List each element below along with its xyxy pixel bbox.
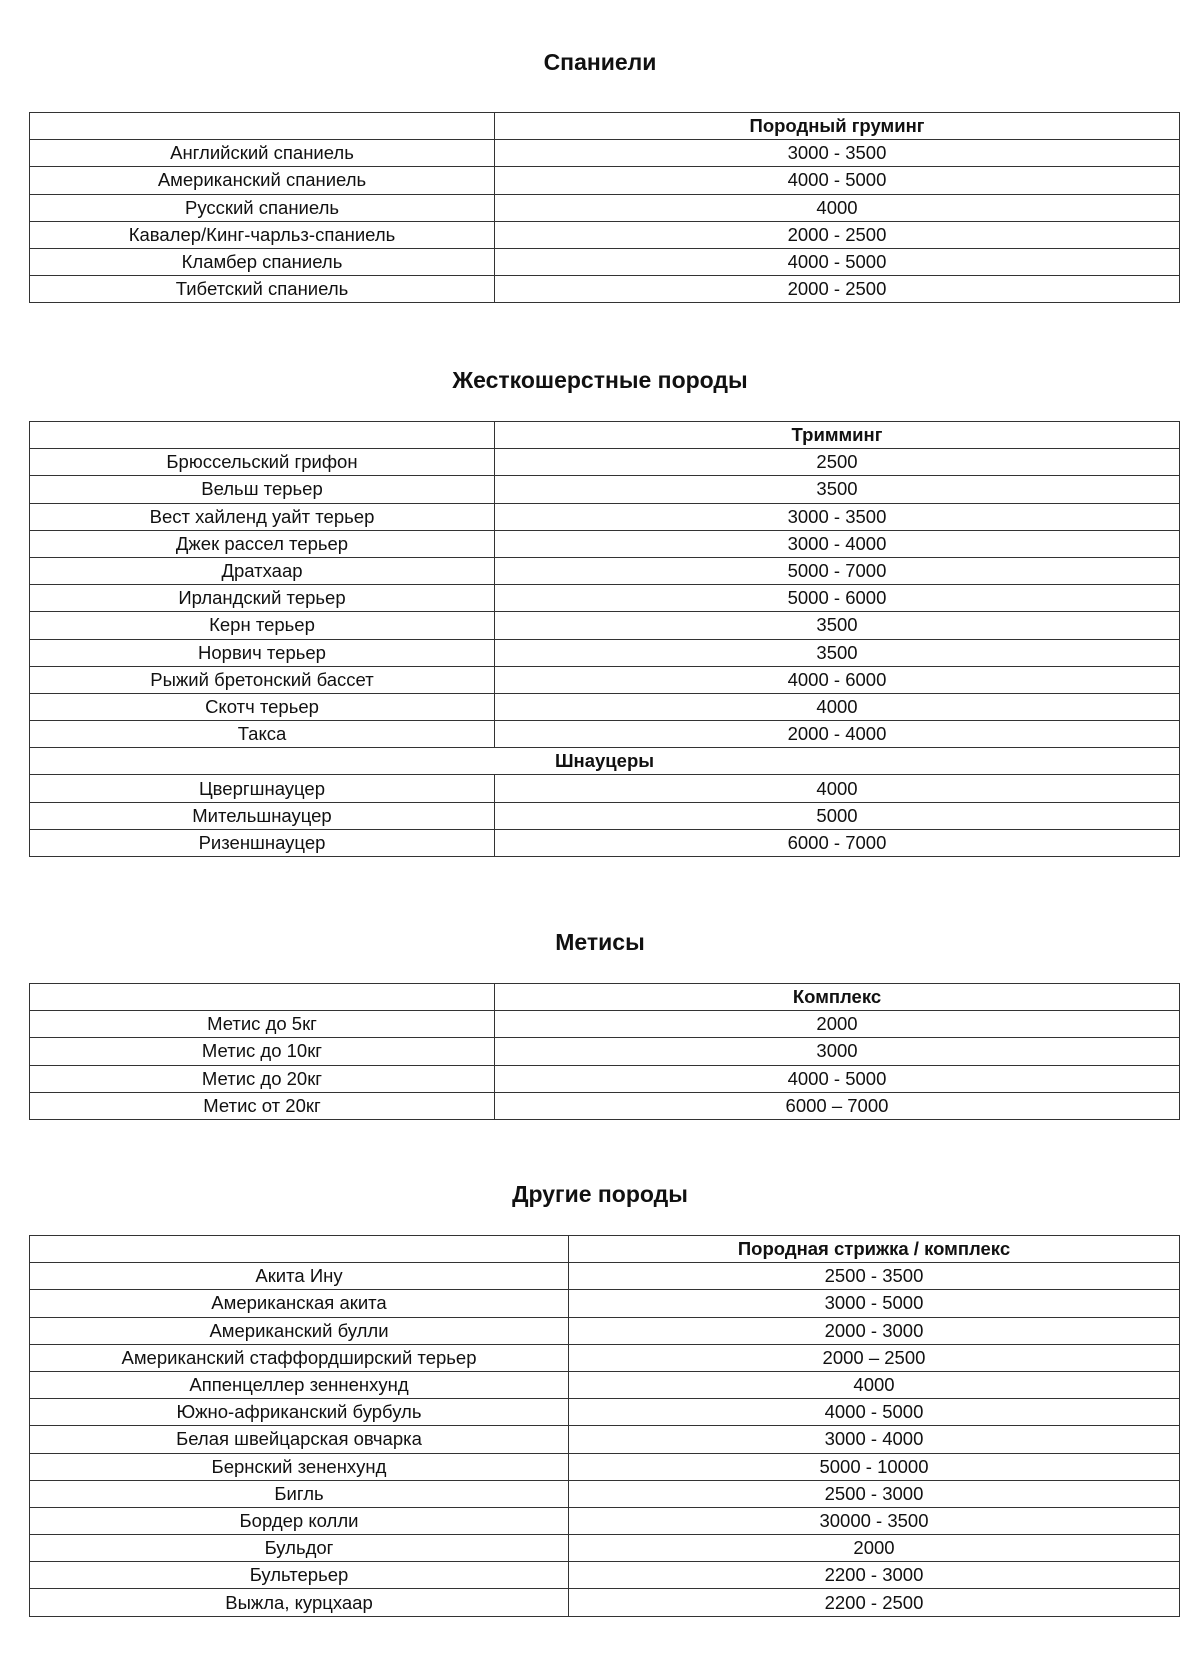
- breed-cell: Цвергшнауцер: [30, 775, 495, 802]
- table-row: [30, 775, 1180, 802]
- price-cell: 4000 - 6000: [495, 666, 1180, 693]
- table-row: [30, 1426, 1180, 1453]
- table-row: [30, 1344, 1180, 1371]
- table-row: [30, 1092, 1180, 1119]
- table-row: [30, 1507, 1180, 1534]
- table-row: [30, 1011, 1180, 1038]
- breed-cell: Аппенцеллер зенненхунд: [30, 1371, 569, 1398]
- breed-cell: Брюссельский грифон: [30, 449, 495, 476]
- table-row: [30, 1038, 1180, 1065]
- breed-cell: Норвич терьер: [30, 639, 495, 666]
- table-row: [30, 639, 1180, 666]
- table-row: [30, 721, 1180, 748]
- breed-cell: Кавалер/Кинг-чарльз-спаниель: [30, 221, 495, 248]
- table-row: [30, 1453, 1180, 1480]
- breed-cell: Русский спаниель: [30, 194, 495, 221]
- price-table-wirehaired: [29, 421, 1180, 857]
- table-row: [30, 503, 1180, 530]
- table-row: [30, 612, 1180, 639]
- breed-cell: Акита Ину: [30, 1263, 569, 1290]
- price-cell: 4000: [495, 775, 1180, 802]
- table-row: [30, 1371, 1180, 1398]
- price-cell: 2000: [569, 1535, 1180, 1562]
- table-row: [30, 221, 1180, 248]
- breed-header-cell: [30, 984, 495, 1011]
- breed-header-cell: [30, 1236, 569, 1263]
- price-table-spaniels: [29, 112, 1180, 303]
- breed-cell: Скотч терьер: [30, 693, 495, 720]
- breed-cell: Ризеншнауцер: [30, 829, 495, 856]
- breed-cell: Джек рассел терьер: [30, 530, 495, 557]
- price-cell: 4000 - 5000: [495, 167, 1180, 194]
- price-cell: 30000 - 3500: [569, 1507, 1180, 1534]
- subgroup-row: [30, 748, 1180, 775]
- price-cell: 2500 - 3500: [569, 1263, 1180, 1290]
- section-title-other: Другие породы: [512, 1181, 688, 1207]
- price-cell: 2000 – 2500: [569, 1344, 1180, 1371]
- table-row: [30, 167, 1180, 194]
- breed-header-cell: [30, 422, 495, 449]
- section-title-spaniels: Спаниели: [543, 49, 657, 75]
- breed-cell: Метис от 20кг: [30, 1092, 495, 1119]
- table-header-row: [30, 984, 1180, 1011]
- price-cell: 5000 - 6000: [495, 585, 1180, 612]
- column-header: Породная стрижка / комплекс: [569, 1236, 1180, 1263]
- breed-cell: Бультерьер: [30, 1562, 569, 1589]
- column-header: Породный груминг: [495, 113, 1180, 140]
- breed-cell: Американский стаффордширский терьер: [30, 1344, 569, 1371]
- price-cell: 3000 - 5000: [569, 1290, 1180, 1317]
- breed-cell: Бигль: [30, 1480, 569, 1507]
- breed-cell: Кламбер спаниель: [30, 248, 495, 275]
- table-row: [30, 530, 1180, 557]
- price-cell: 4000 - 5000: [495, 1065, 1180, 1092]
- table-row: [30, 1480, 1180, 1507]
- price-cell: 5000: [495, 802, 1180, 829]
- table-row: [30, 1399, 1180, 1426]
- price-cell: 3000 - 4000: [495, 530, 1180, 557]
- price-cell: 4000 - 5000: [569, 1399, 1180, 1426]
- breed-cell: Белая швейцарская овчарка: [30, 1426, 569, 1453]
- subgroup-title-schnauzers: Шнауцеры: [30, 748, 1180, 775]
- table-row: [30, 1263, 1180, 1290]
- price-cell: 5000 - 7000: [495, 557, 1180, 584]
- breed-cell: Южно-африканский бурбуль: [30, 1399, 569, 1426]
- breed-cell: Тибетский спаниель: [30, 276, 495, 303]
- price-cell: 6000 - 7000: [495, 829, 1180, 856]
- breed-cell: Метис до 10кг: [30, 1038, 495, 1065]
- breed-cell: Рыжий бретонский бассет: [30, 666, 495, 693]
- table-row: [30, 476, 1180, 503]
- price-cell: 2000 - 3000: [569, 1317, 1180, 1344]
- price-cell: 4000: [495, 693, 1180, 720]
- table-row: [30, 248, 1180, 275]
- price-cell: 4000: [495, 194, 1180, 221]
- table-row: [30, 1065, 1180, 1092]
- price-cell: 4000: [569, 1371, 1180, 1398]
- table-row: [30, 140, 1180, 167]
- breed-cell: Мительшнауцер: [30, 802, 495, 829]
- table-row: [30, 1290, 1180, 1317]
- table-row: [30, 1535, 1180, 1562]
- breed-cell: Американский спаниель: [30, 167, 495, 194]
- price-cell: 3500: [495, 612, 1180, 639]
- price-cell: 2000 - 2500: [495, 221, 1180, 248]
- breed-cell: Вельш терьер: [30, 476, 495, 503]
- section-title-wirehaired: Жесткошерстные породы: [452, 367, 748, 393]
- price-cell: 6000 – 7000: [495, 1092, 1180, 1119]
- breed-cell: Бернский зененхунд: [30, 1453, 569, 1480]
- breed-cell: Ирландский терьер: [30, 585, 495, 612]
- price-cell: 3500: [495, 476, 1180, 503]
- price-cell: 2200 - 2500: [569, 1589, 1180, 1616]
- table-row: [30, 276, 1180, 303]
- table-row: [30, 557, 1180, 584]
- price-cell: 3000: [495, 1038, 1180, 1065]
- price-cell: 2000 - 2500: [495, 276, 1180, 303]
- table-row: [30, 194, 1180, 221]
- breed-cell: Метис до 20кг: [30, 1065, 495, 1092]
- section-title-mixed: Метисы: [555, 929, 645, 955]
- table-row: [30, 1562, 1180, 1589]
- breed-cell: Дратхаар: [30, 557, 495, 584]
- table-header-row: [30, 1236, 1180, 1263]
- table-row: [30, 666, 1180, 693]
- price-cell: 3000 - 3500: [495, 140, 1180, 167]
- breed-cell: Бульдог: [30, 1535, 569, 1562]
- table-row: [30, 693, 1180, 720]
- table-header-row: [30, 113, 1180, 140]
- price-cell: 2500 - 3000: [569, 1480, 1180, 1507]
- breed-cell: Керн терьер: [30, 612, 495, 639]
- breed-cell: Вест хайленд уайт терьер: [30, 503, 495, 530]
- price-cell: 3500: [495, 639, 1180, 666]
- breed-cell: Американский булли: [30, 1317, 569, 1344]
- price-cell: 3000 - 3500: [495, 503, 1180, 530]
- breed-cell: Английский спаниель: [30, 140, 495, 167]
- table-row: [30, 802, 1180, 829]
- price-cell: 3000 - 4000: [569, 1426, 1180, 1453]
- breed-cell: Американская акита: [30, 1290, 569, 1317]
- price-cell: 2000 - 4000: [495, 721, 1180, 748]
- table-row: [30, 449, 1180, 476]
- column-header: Тримминг: [495, 422, 1180, 449]
- breed-cell: Такса: [30, 721, 495, 748]
- table-row: [30, 1317, 1180, 1344]
- breed-header-cell: [30, 113, 495, 140]
- table-row: [30, 829, 1180, 856]
- price-cell: 2200 - 3000: [569, 1562, 1180, 1589]
- table-row: [30, 1589, 1180, 1616]
- breed-cell: Выжла, курцхаар: [30, 1589, 569, 1616]
- price-table-mixed: [29, 983, 1180, 1120]
- table-row: [30, 585, 1180, 612]
- breed-cell: Метис до 5кг: [30, 1011, 495, 1038]
- breed-cell: Бордер колли: [30, 1507, 569, 1534]
- table-header-row: [30, 422, 1180, 449]
- price-cell: 2000: [495, 1011, 1180, 1038]
- price-cell: 4000 - 5000: [495, 248, 1180, 275]
- column-header: Комплекс: [495, 984, 1180, 1011]
- price-table-other: [29, 1235, 1180, 1617]
- price-cell: 5000 - 10000: [569, 1453, 1180, 1480]
- price-cell: 2500: [495, 449, 1180, 476]
